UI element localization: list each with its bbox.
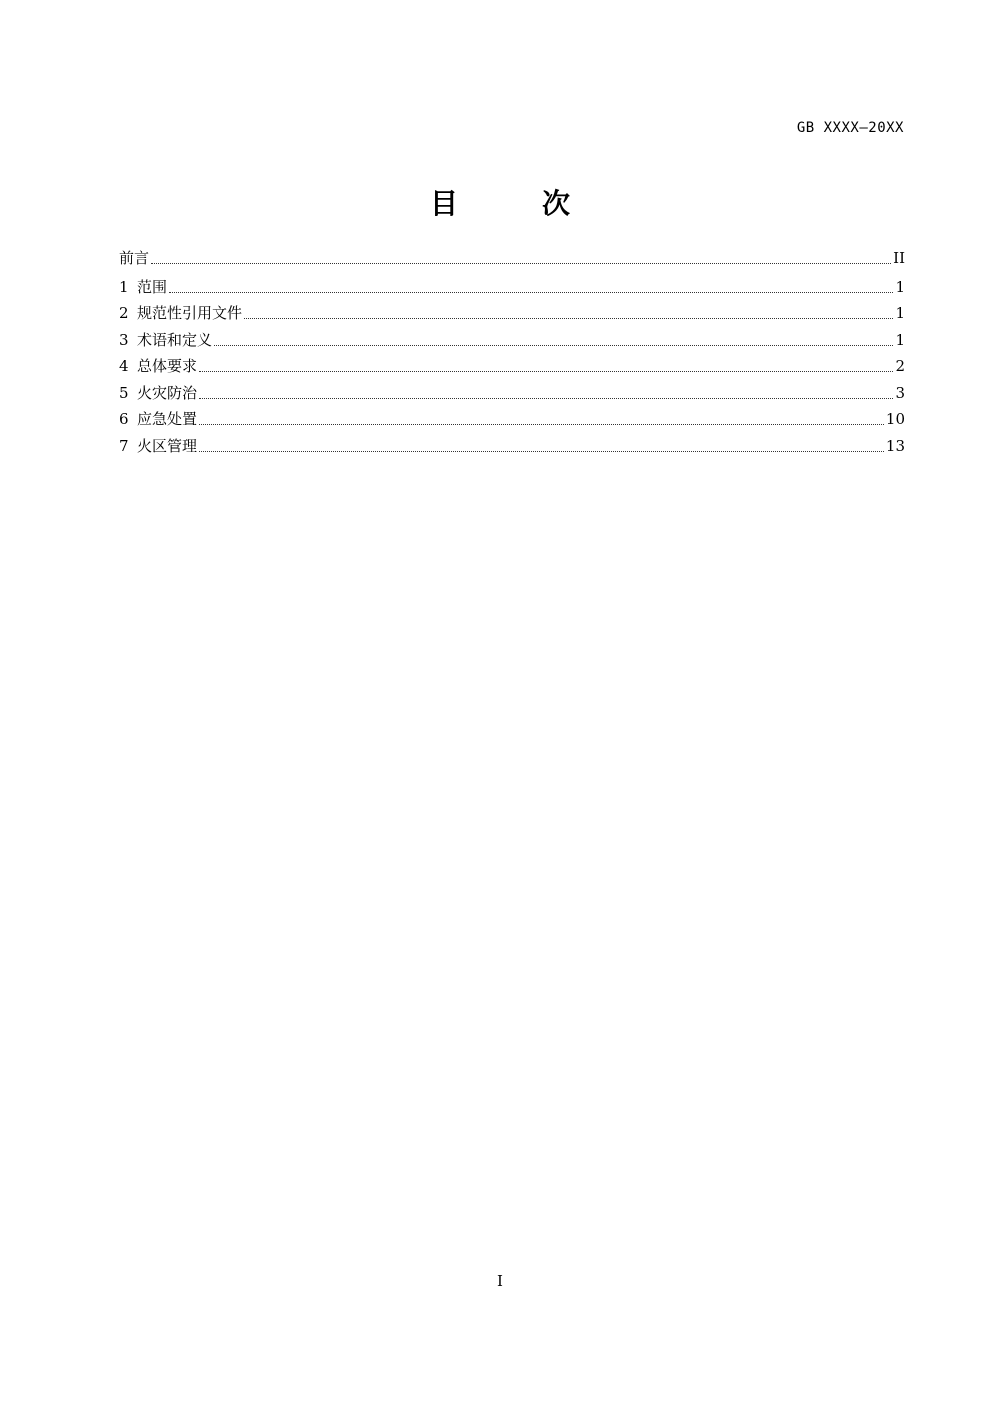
toc-entry-number: 7 — [119, 436, 129, 455]
toc-entry-page: 10 — [885, 410, 905, 428]
toc-entry-number: 4 — [119, 357, 129, 375]
toc-entry-fire-prevention[interactable] — [119, 376, 905, 403]
page-number: I — [497, 1272, 503, 1290]
toc-entry-page: II — [893, 249, 905, 267]
toc-entry-page: 3 — [895, 383, 905, 402]
toc-leader-dots — [244, 317, 893, 319]
toc-entry-normative-references[interactable] — [119, 297, 905, 324]
toc-entry-label: 火区管理 — [137, 436, 198, 455]
toc-entry-page: 1 — [895, 304, 905, 322]
toc-leader-dots — [199, 397, 893, 399]
toc-entry-scope[interactable] — [119, 270, 905, 297]
toc-entry-label: 规范性引用文件 — [137, 304, 243, 322]
toc-leader-dots — [199, 423, 884, 425]
toc-entry-page: 13 — [885, 436, 905, 455]
standard-code: GB XXXX—20XX — [796, 120, 904, 136]
toc-entry-number: 5 — [119, 383, 129, 402]
toc-entry-label: 火灾防治 — [137, 383, 198, 402]
toc-entry-number: 2 — [119, 304, 129, 322]
toc-entry-page: 1 — [895, 277, 905, 296]
toc-entry-general-requirements[interactable] — [119, 350, 905, 377]
toc-leader-dots — [199, 450, 884, 452]
toc-entry-number: 6 — [119, 410, 129, 428]
toc-entry-label: 总体要求 — [137, 357, 198, 375]
toc-leader-dots — [199, 370, 893, 372]
toc-entry-terms-definitions[interactable] — [119, 323, 905, 350]
toc-entry-page: 2 — [895, 357, 905, 375]
toc-entry-number: 1 — [119, 277, 129, 296]
toc-leader-dots — [214, 344, 893, 346]
toc-entry-fire-zone-management[interactable] — [119, 429, 905, 456]
toc-title: 目 次 — [429, 187, 598, 220]
toc-entry-label: 范围 — [137, 277, 168, 296]
toc-entry-label: 术语和定义 — [137, 330, 213, 349]
toc-entry-emergency-response[interactable] — [119, 403, 905, 430]
toc-entry-label: 应急处置 — [137, 410, 198, 428]
toc-entry-foreword[interactable] — [119, 238, 905, 268]
toc-entry-label: 前言 — [119, 249, 150, 267]
toc-list — [119, 238, 905, 456]
toc-entry-number: 3 — [119, 330, 129, 349]
toc-entry-page: 1 — [895, 330, 905, 349]
toc-leader-dots — [151, 262, 891, 264]
toc-leader-dots — [169, 291, 893, 293]
